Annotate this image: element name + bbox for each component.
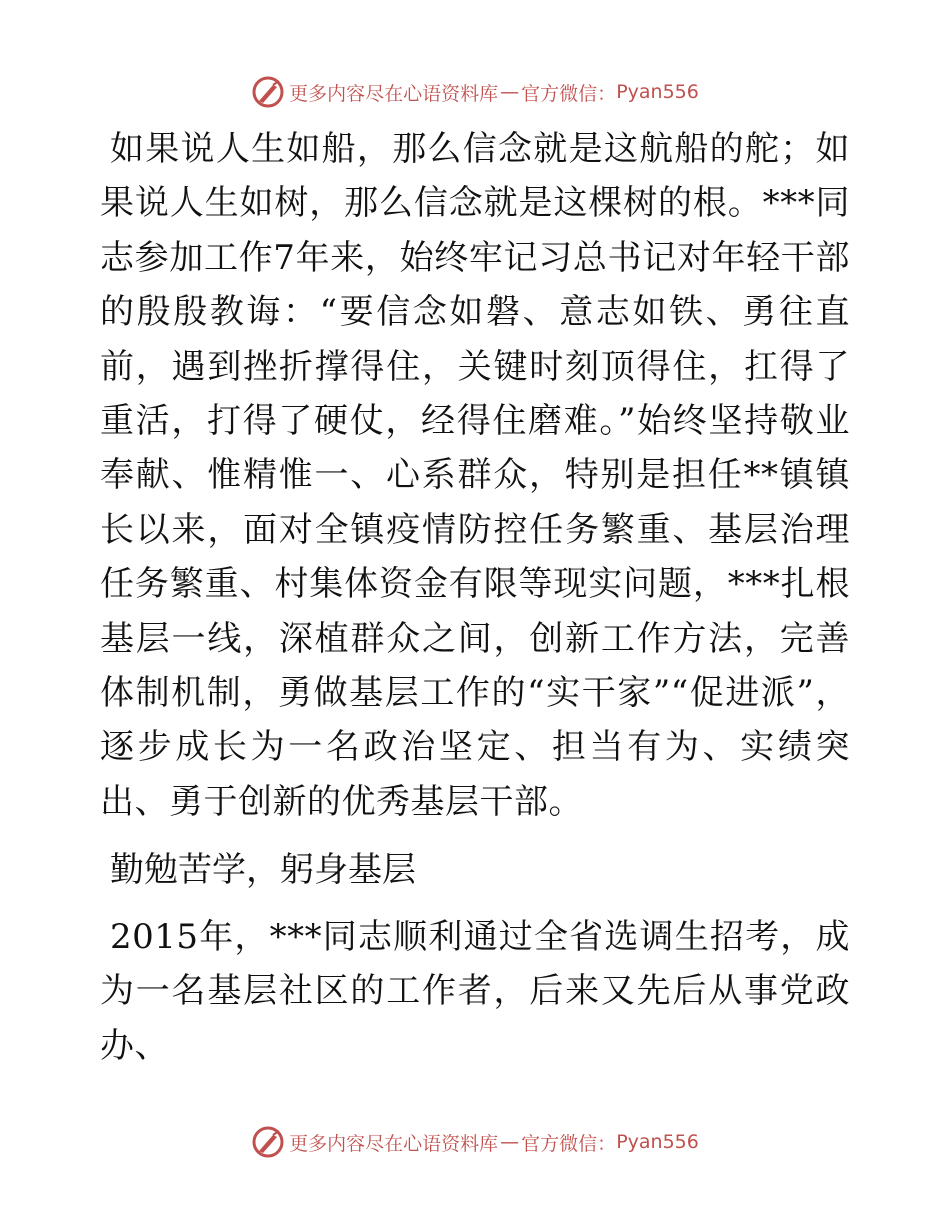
footer-watermark (0, 1122, 950, 1162)
section-heading: 勤勉苦学，躬身基层 (110, 850, 416, 891)
body-paragraph: 2015年，***同志顺利通过全省选调生招考，成为一名基层社区的工作者，后来又先后从事党政办、 (100, 916, 850, 1066)
watermark-official-label: 官方微信： (521, 82, 617, 105)
header-watermark (0, 72, 950, 112)
quill-logo-icon (251, 1125, 285, 1159)
watermark-official-label: 官方微信： (521, 1132, 617, 1155)
watermark-site-text: 更多内容尽在心语资料库 (289, 82, 499, 105)
watermark-separator: — (500, 81, 520, 103)
body-paragraph: 如果说人生如船，那么信念就是这航船的舵；如果说人生如树，那么信念就是这棵树的根。***同志参加工作7年来，始终牢记习总书记对年轻干部的殷殷教诲：“要信念如磐、意志如铁、勇往直前，遇到挫折撑得住，关键时刻顶得住，扛得了重活，打得了硬仗，经得住磨难。”始终坚持敬业奉献、惟精惟一、心系群众，特别是担任**镇镇长以来，面对全镇疫情防控任务繁重、基层治理任务繁重、村集体资金有限等现实问题，***扎根基层一线，深植群众之间，创新工作方法，完善体制机制，勇做基层工作的“实干家”“促进派”，逐步成长为一名政治坚定、担当有为、实绩突出、勇于创新的优秀基层干部。 (100, 129, 850, 822)
watermark-site-text: 更多内容尽在心语资料库 (289, 1132, 499, 1155)
document-body (100, 122, 850, 1073)
watermark-wechat-id: Pyan556 (616, 81, 699, 103)
watermark-wechat-id: Pyan556 (616, 1131, 699, 1153)
watermark-separator: — (500, 1131, 520, 1153)
quill-logo-icon (251, 75, 285, 109)
